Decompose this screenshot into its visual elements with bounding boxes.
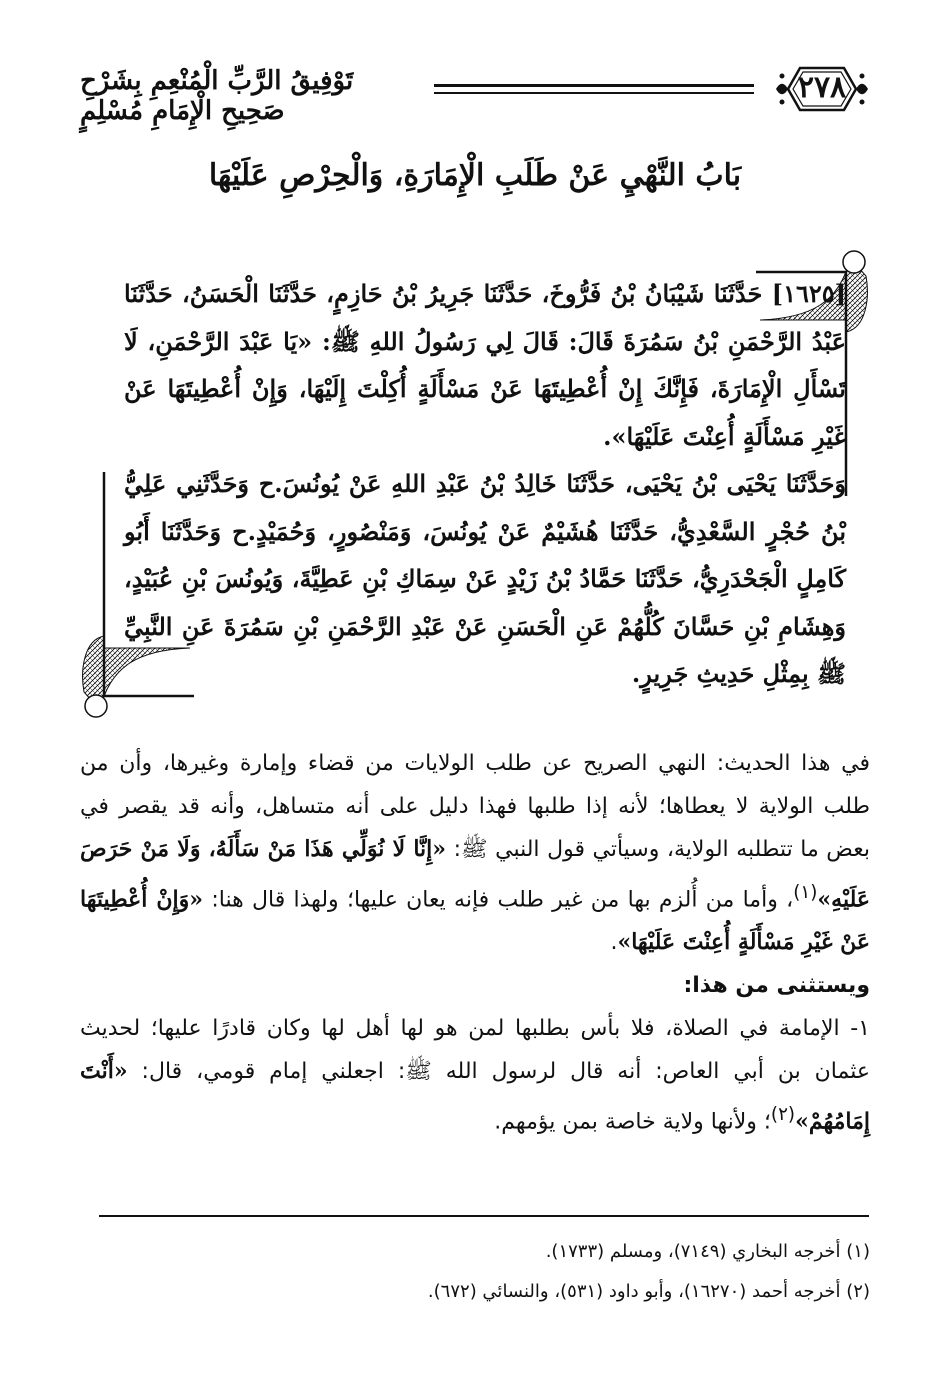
commentary-text: ، وأما من أُلزم بها من غير طلب فإنه يعان عليها؛ ولهذا قال هنا: (211, 887, 794, 913)
hadith-paragraph: [١٦٢٥] حَدَّثَنَا شَيْبَانُ بْنُ فَرُّوخَ، حَدَّثَنَا جَرِيرُ بْنُ حَازِمٍ، حَدَّثَنَا الْحَسَنُ، حَدَّثَنَا عَبْدُ الرَّحْمَنِ بْنُ سَمُرَةَ قَالَ: قَالَ لِي رَسُولُ اللهِ ﷺ: «يَا عَبْدَ الرَّحْمَنِ، لَا تَسْأَلِ الْإِمَارَةَ، فَإِنَّكَ إِنْ أُعْطِيتَهَا عَنْ مَسْأَلَةٍ أُكِلْتَ إِلَيْهَا، وَإِنْ أُعْطِيتَهَا عَنْ غَيْرِ مَسْأَلَةٍ أُعِنْتَ عَلَيْهَا». (124, 279, 846, 451)
footnote: (٢) أخرجه أحمد (١٦٢٧٠)، وأبو داود (٥٣١)، والنسائي (٦٧٢). (427, 1281, 870, 1302)
chapter-title: بَابُ النَّهْيِ عَنْ طَلَبِ الْإِمَارَةِ، وَالْحِرْصِ عَلَيْهَا (208, 158, 742, 193)
commentary-text: ١- الإمامة في الصلاة، فلا بأس بطلبها لمن هو لها أهل لها وكان قادرًا عليها؛ لحديث عثمان بن أبي العاص: أنه قال لرسول الله ﷺ: اجعلني إمام قومي، قال: (80, 1016, 870, 1085)
book-title: تَوْفِيقُ الرَّبِّ الْمُنْعِمِ بِشَرْحِ صَحِيحِ الْإِمَامِ مُسْلِمٍ (80, 66, 354, 126)
hadith-quote: «إِنَّا لَا نُوَلِّي هَذَا مَنْ سَأَلَهُ، وَلَا مَنْ حَرَصَ عَلَيْهِ» (80, 836, 870, 913)
footnote-ref[interactable]: (١) (793, 882, 818, 903)
hadith-quote: «وَإِنْ أُعْطِيتَهَا عَنْ غَيْرِ مَسْأَلَةٍ أُعِنْتَ عَلَيْهَا» (80, 886, 870, 956)
hadith-frame (80, 248, 870, 720)
commentary-paragraph (80, 742, 870, 964)
hadith-paragraph: وَحَدَّثَنَا يَحْيَى بْنُ يَحْيَى، حَدَّثَنَا خَالِدُ بْنُ عَبْدِ اللهِ عَنْ يُونُسَ.ح وَحَدَّثَنِي عَلِيُّ بْنُ حُجْرٍ السَّعْدِيُّ، حَدَّثَنَا هُشَيْمٌ عَنْ يُونُسَ، وَمَنْصُورٍ، وَحُمَيْدٍ.ح وَحَدَّثَنَا أَبُو كَامِلٍ الْجَحْدَرِيُّ، حَدَّثَنَا حَمَّادُ بْنُ زَيْدٍ عَنْ سِمَاكِ بْنِ عَطِيَّةَ، وَيُونُسَ بْنِ عُبَيْدٍ، وَهِشَامِ بْنِ حَسَّانَ كُلُّهُمْ عَنِ الْحَسَنِ عَنْ عَبْدِ الرَّحْمَنِ بْنِ سَمُرَةَ عَنِ النَّبِيِّ ﷺ بِمِثْلِ حَدِيثِ جَرِيرٍ. (124, 469, 846, 688)
page-number: ٢٧٨ (797, 70, 847, 105)
page-number-ornament (774, 62, 870, 116)
header-rule (434, 84, 754, 87)
footnote-ref[interactable]: (٢) (770, 1104, 796, 1126)
commentary-text: . (610, 930, 618, 956)
commentary-paragraph (80, 1007, 870, 1143)
page-header (80, 62, 870, 126)
commentary-text: في هذا الحديث: النهي الصريح عن طلب الولايات من قضاء وإمارة وغيرها، وأن من طلب الولاية لا يعطاها؛ لأنه إذا طلبها فهذا دليل على أنه متساهل، وأنه قد يقصر في بعض ما تتطلبه الولاية، وسيأتي قول النبي ﷺ: (80, 751, 870, 862)
hadith-quote: «أَنْتَ إِمَامُهُمْ» (80, 1058, 870, 1135)
footnote-rule (99, 1215, 869, 1217)
subheading: ويستثنى من هذا: (683, 973, 870, 999)
commentary (80, 742, 870, 1144)
footnote: (١) أخرجه البخاري (٧١٤٩)، ومسلم (١٧٣٣). (545, 1241, 870, 1262)
footnotes (80, 1232, 870, 1312)
header-rule-thin (434, 92, 754, 94)
hadith-text (124, 270, 846, 698)
commentary-text: ؛ ولأنها ولاية خاصة بمن يؤمهم. (494, 1109, 771, 1135)
